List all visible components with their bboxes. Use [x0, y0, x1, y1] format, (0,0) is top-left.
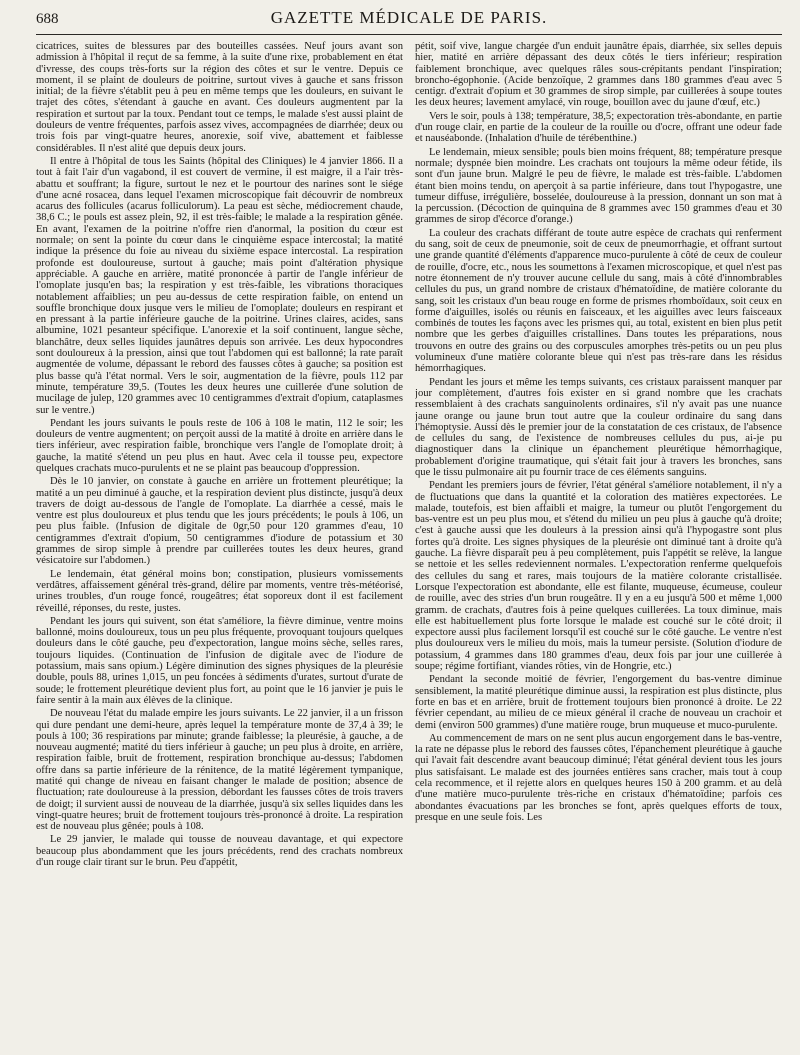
paragraph: Au commencement de mars on ne sent plus aucun engorgement dans le bas-ventre, la rate ne dépasse plus le rebord des fausses côtes, l'épanchement pleurétique à gauche qui l'avait fait descendre avant beaucoup diminué; l'état général devient tous les jours plus satisfaisant. Le malade est des journées entières sans cracher, mais tout à coup cela recommence, et il rejette alors en quelques heures 150 à 200 gramm. et au delà d'une matière muco-purulente très-riche en cristaux d'hématoïdine; parfois ces abondantes évacuations par les bronches se font, après quelques efforts de toux, presque en une seule fois. Les	[415, 732, 782, 823]
paragraph: Le lendemain, mieux sensible; pouls bien moins fréquent, 88; température presque normale; dyspnée bien moindre. Les crachats ont toujours la même odeur fétide, ils sont d'un jaune brun. Malgré le peu de fièvre, le malade est très-faible. L'abdomen étant bien moins tendu, on aperçoit à sa partie inférieure, dans tout l'hypogastre, une tumeur diffuse, irrégulière, bosselée, douloureuse à la pression, donnant un son mat à la percussion. (Décoction de quinquina de 8 grammes avec 150 grammes d'eau et 30 grammes de sirop d'écorce d'orange.)	[415, 146, 782, 226]
paragraph: Pendant les premiers jours de février, l'état général s'améliore notablement, il n'y a de fluctuations que dans la quantité et la coloration des matières expectorées. Le malade, toutefois, est bien affaibli et maigre, la tumeur ou plutôt l'engorgement du bas-ventre est un peu plus mou, et s'étend du milieu un peu plus à gauche qu'à droite; c'est à gauche aussi que les douleurs à la pression ainsi qu'à l'hypogastre sont plus fortes qu'à droite. Les signes physiques de la pleurésie ont diminué tant à droite qu'à gauche. La fièvre disparaît peu à peu complètement, puis l'appétit se relève, la langue se nettoie et les selles redeviennent normales. L'expectoration renferme quelquefois des cellules du sang et rares, mais toujours de la matière colorante cristallisée. Lorsque l'expectoration est abondante, elle est filante, muqueuse, écumeuse, couleur de rouille, avec des stries d'un brun rougeâtre. Il y en a eu jusqu'à 500 et même 1,000 gramm. de crachats, d'autres fois à peine quelques cuillerées. La toux diminue, mais elle est habituellement plus forte lorsque le malade est couché sur le côté droit; il expectore aussi plus facilement lorsqu'il est couché sur le côté gauche. Le ventre n'est plus douloureux vers le milieu du mois, mais la tumeur persiste. (Solution d'iodure de potassium, 4 grammes dans 180 grammes d'eau, deux fois par jour une cuillerée à soupe; régime fortifiant, viandes rôties, vin de Hongrie, etc.)	[415, 480, 782, 673]
paragraph: La couleur des crachats différant de toute autre espèce de crachats qui renferment du sang, soit de ceux de pneumonie, soit de ceux de pneumorrhagie, et offrant surtout une grande quantité d'éléments d'apparence muco-purulente à côté de ceux de couleur de rouille, d'ocre, etc., nous les soumettons à l'examen microscopique, et quel n'est pas notre étonnement de n'y trouver aucune cellule du sang, mais à côté d'innombrables cellules du pus, un grand nombre de cristaux d'hématoïdine, de matière colorante du sang, soit les cristaux d'un beau rouge en forme de prismes rhomboïdaux, soit ceux en forme d'aiguilles, isolés ou réunis en faisceaux, et les aiguilles avec leurs faisceaux combinés de toutes les façons avec les prismes qui, au total, existent en bien plus petit nombre que les gerbes d'aiguilles cristallines. Dans toutes les préparations, nous trouvons en outre des grains ou des corpuscules amorphes très-petits ou un peu plus volumineux d'une matière colorante bleue qui n'est pas très-rare dans les résidus hémorrhagiques.	[415, 227, 782, 375]
page-header	[36, 8, 782, 35]
left-column	[36, 41, 403, 1051]
paragraph: Pendant les jours suivants le pouls reste de 106 à 108 le matin, 112 le soir; les douleurs de ventre augmentent; on perçoit aussi de la matité à droite en arrière dans le tiers inférieur, avec respiration faible, bronchique vers l'angle de l'omoplate droit; à gauche, la matité s'étend un peu plus en haut. Avec cela il tousse peu, expectore quelques crachats muco-purulents et ne se plaint pas beaucoup d'oppression.	[36, 417, 403, 474]
paragraph: Le lendemain, état général moins bon; constipation, plusieurs vomissements verdâtres, affaissement général très-grand, délire par moments, ventre très-météorisé, urines troubles, d'un rouge foncé, rougeâtres; état soporeux dont il est facilement réveillé, réponses, du reste, justes.	[36, 568, 403, 614]
paragraph: De nouveau l'état du malade empire les jours suivants. Le 22 janvier, il a un frisson qui dure pendant une demi-heure, après lequel la température monte de 37,4 à 39; le pouls à 100; 36 respirations par minute; grande faiblesse; la pleurésie, à gauche, a de nouveau augmenté; matité du tiers inférieur à gauche; un peu plus à droite, en arrière, respiration faible, bruit de frottement, respiration bronchique au-dessus; l'abdomen offre dans sa partie inférieure de la rénitence, de la matité légèrement tympanique, matité qui change de niveau en faisant changer le malade de position; absence de fluctuation; rate douloureuse à la pression, débordant les fausses côtes de trois travers de doigt; il survient aussi de nouveau de la diarrhée, jusqu'à six selles liquides dans les vingt-quatre heures; bruit de frottement toujours très-prononcé à droite. La respiration est de nouveau plus gênée; pouls à 108.	[36, 708, 403, 833]
paragraph: Il entre à l'hôpital de tous les Saints (hôpital des Cliniques) le 4 janvier 1866. Il a tout à fait l'air d'un vagabond, il est couvert de vermine, il est maigre, il a l'air très-abattu et souffrant; la figure, surtout le nez et le pourtour des narines sont le siége d'une acné rosacea, dans lequel l'examen microscopique fait découvrir de nombreux acarus des follicules (acarus folliculorum). La peau est sèche, médiocrement chaude, 38,6 C.; le pouls est assez plein, 92, il est très-faible; le malade a la respiration gênée. En avant, l'examen de la poitrine n'offre rien d'anormal, la position du cœur est normale; on sent la pointe du cœur dans le cinquième espace intercostal; la matité indique la présence du foie au niveau du sixième espace intercostal. La respiration profonde est douloureuse, surtout à gauche; mais point d'altération physique appréciable. A gauche en arrière, matité prononcée à partir de l'angle inférieur de l'omoplate jusqu'en bas; la respiration y est très-faible, les vibrations thoraciques notablement affaiblies; un peu au-dessus de cette respiration faible, on entend un souffle bronchique doux jusque vers le milieu de l'omoplate; douleurs en respirant et en pressant à la partie inférieure gauche de la poitrine. Urines claires, acides, sans albumine, 1021 pesanteur spécifique. L'anorexie et la soif continuent, langue sèche, blanchâtre, deux selles liquides jaunâtres depuis son arrivée. Les deux hypocondres sont douloureux à la pression, ainsi que tout l'abdomen qui est ballonné; la rate paraît augmentée de volume, dépassant le rebord des fausses côtes à gauche; sa position est plus basse qu'à l'état normal. Vers le soir, augmentation de la fièvre, pouls 112 par minute, température 39,5. (Toutes les deux heures une cuillerée d'une solution de mucilage de julep, 120 grammes avec 10 centigrammes d'extrait d'opium, cataplasmes sur le ventre.)	[36, 155, 403, 416]
page-number: 688	[36, 11, 59, 27]
paragraph: Pendant les jours et même les temps suivants, ces cristaux paraissent manquer par jour complètement, d'autres fois exister en si grand nombre que les crachats ressemblaient à des crachats sanguinolents ordinaires, s'il n'y avait pas une nuance jaune orange ou jaune brun tout autre que la couleur ordinaire du sang dans l'hémoptysie. Aussi dès le premier jour de la constatation de ces cristaux, de l'absence de cellules du sang, de l'existence de nombreuses cellules du pus, ai-je pu diagnostiquer dans la clinique un épanchement pleurétique hémorrhagique, probablement d'origine traumatique, qui s'était fait jour à travers les bronches, sans que le tissu pulmonaire ait pu fournir trace de ces éléments sanguins.	[415, 376, 782, 478]
paragraph: Pendant les jours qui suivent, son état s'améliore, la fièvre diminue, ventre moins ballonné, moins douloureux, tous un peu plus fréquente, provoquant toujours quelques douleurs dans le côté gauche, peu d'expectoration, langue moins sèche, selles rares, toujours liquides. (Continuation de l'infusion de digitale avec de l'iodure de potassium, mais sans opium.) Légère diminution des signes physiques de la pleurésie double, pouls 88, urines 1,015, un peu foncées à sédiments d'urates, surtout d'urate de soude; le frottement pleurétique devient plus fort, au point que le 16 janvier je puis le faire sentir à la main aux élèves de la clinique.	[36, 615, 403, 706]
paragraph: Pendant la seconde moitié de février, l'engorgement du bas-ventre diminue sensiblement, la matité pleurétique diminue aussi, la respiration est plus distincte, plus forte en bas et en arrière, bruit de frottement toujours bien prononcé à droite. Le 22 février cependant, au milieu de ce mieux général il crache de nouveau un crachoir et demi (environ 500 grammes) d'une matière rouge, brun muqueuse et muco-purulente.	[415, 674, 782, 731]
paragraph: Dès le 10 janvier, on constate à gauche en arrière un frottement pleurétique; la matité a un peu diminué à gauche, et la respiration devient plus distincte, jusqu'à deux travers de doigt au-dessous de l'angle de l'omoplate. La diarrhée a cessé, mais le ventre est plus douloureux et plus tendu que les jours précédents; le pouls à 106, un peu plus faible. (Infusion de digitale de 0gr,50 pour 120 grammes d'eau, 10 centigrammes d'extrait d'opium, 50 centigrammes d'iodure de potassium et 30 grammes de sirop simple à prendre par cuillerées toutes les deux heures, grand vésicatoire sur l'abdomen.)	[36, 476, 403, 567]
journal-title: GAZETTE MÉDICALE DE PARIS.	[270, 8, 548, 27]
paragraph: cicatrices, suites de blessures par des bouteilles cassées. Neuf jours avant son admission à l'hôpital il reçut de sa femme, à la suite d'une rixe, probablement en état d'ivresse, des coups très-forts sur la région des côtes et sur le ventre. Depuis ce moment, il se plaint de douleurs de poitrine, surtout vives à gauche et sans frisson initial; de la fièvre s'établit peu à peu en même temps que les douleurs, en suivant le trajet des côtes, s'étendant à gauche en avant. Ces douleurs augmentent par la respiration et surtout par la toux. Pendant tout ce temps, le malade s'est aussi plaint de douleurs de ventre fréquentes, parfois assez vives, accompagnées de diarrhée; deux ou trois fois par vingt-quatre heures, anorexie, soif vive, abattement et faiblesse considérables. Il n'est alité que depuis deux jours.	[36, 41, 403, 154]
right-column	[415, 41, 782, 1051]
paragraph: Vers le soir, pouls à 138; température, 38,5; expectoration très-abondante, en partie d'un rouge clair, en partie de la couleur de la rouille ou d'ocre, offrant une odeur fade et nauséabonde. (Inhalation d'huile de térébenthine.)	[415, 110, 782, 145]
paragraph: pétit, soif vive, langue chargée d'un enduit jaunâtre épais, diarrhée, six selles depuis hier, matité en arrière dépassant des deux côtés le tiers inférieur; respiration faiblement bronchique, avec quelques râles sous-crépitants pendant l'inspiration; broncho-égophonie. (Acide benzoïque, 2 grammes dans 180 grammes d'eau avec 5 centigr. d'extrait d'opium et 30 grammes de sirop simple, par cuillerées à soupe toutes les deux heures; lavement amylacé, vin rouge, bouillon avec du jaune d'œuf, etc.)	[415, 41, 782, 109]
paragraph: Le 29 janvier, le malade qui tousse de nouveau davantage, et qui expectore beaucoup plus abondamment que les jours précédents, rend des crachats nombreux d'un rouge clair tirant sur le brun. Peu d'appétit,	[36, 834, 403, 869]
text-columns	[36, 41, 782, 1051]
